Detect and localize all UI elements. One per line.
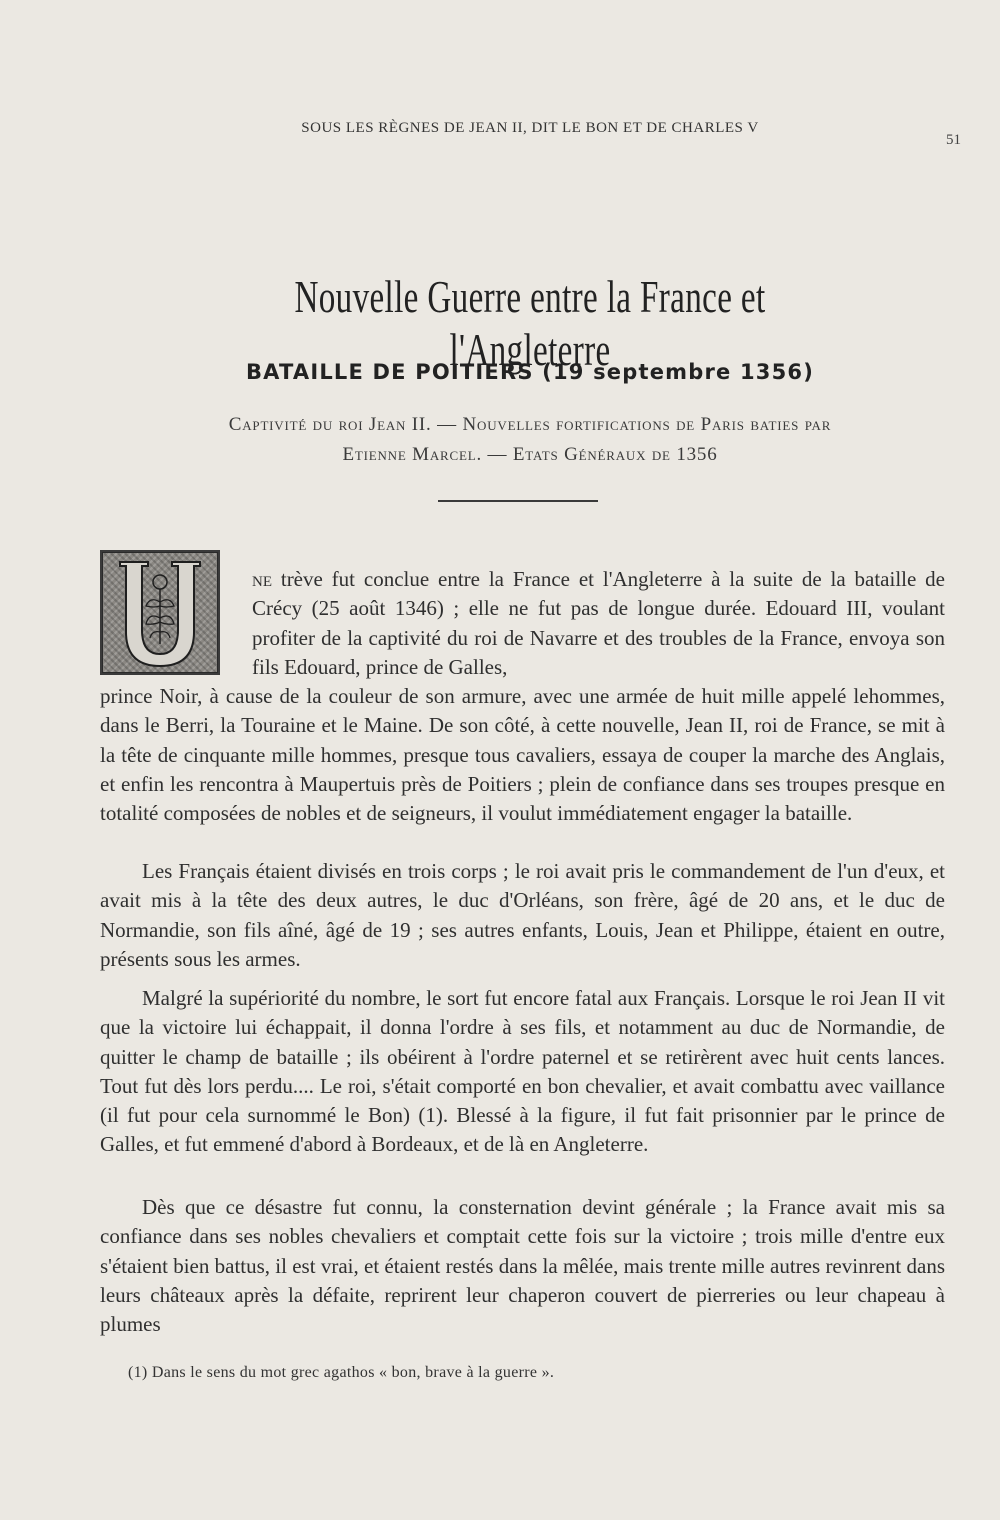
paragraph-1-continued: prince Noir, à cause de la couleur de son armure, avec une armée de huit mille appelé lehommes, dans le Berri, la Touraine et le Maine. De son côté, à cette nouvelle, Jean II, roi de France, se mit à la tête de cinquante mille hommes, presque tous cavaliers, essaya de couper la marche des Anglais, et enfin les rencontra à Maupertuis près de Poitiers ; plein de confiance dans ses troupes presque en totalité composées de nobles et de seigneurs, il voulut immédiatement engager la bataille.: [100, 684, 945, 826]
paragraph-4: Dès que ce désastre fut connu, la consternation devint générale ; la France avait mis sa confiance dans ses nobles chevaliers et comptait cette fois sur la victoire ; trois mille d'entre eux s'étaient bien battus, il est vrai, et étaient restés dans la mêlée, mais trente mille autres revinrent dans leurs châteaux après la défaite, reprirent leur chaperon couvert de pierreries ou leur chapeau à plumes: [100, 1195, 945, 1337]
paragraph-2: Les Français étaient divisés en trois corps ; le roi avait pris le commandement de l'un d'eux, et avait mis à la tête des deux autres, le duc d'Orléans, son frère, âgé de 20 ans, et le duc de Normandie, son fils aîné, âgé de 19 ; ses autres enfants, Louis, Jean et Philippe, étaient en outre, présents sous les armes.: [100, 859, 945, 971]
drop-cap-continuation: ne: [252, 567, 272, 591]
paragraph-1-opening-text: trève fut conclue entre la France et l'Angleterre à la suite de la bataille de Crécy (25 août 1346) ; elle ne fut pas de longue durée. Edouard III, voulant profiter de la captivité du roi de Navarre et des troubles de la France, envoya son fils Edouard, prince de Galles,: [252, 567, 945, 679]
chapter-summary: [140, 410, 920, 470]
drop-cap-graphic: [102, 552, 218, 673]
section-divider: [438, 500, 598, 502]
summary-line-1: Captivité du roi Jean II. — Nouvelles fortifications de Paris baties par: [228, 414, 832, 435]
running-head: SOUS LES RÈGNES DE JEAN II, DIT LE BON ET DE CHARLES V: [301, 120, 759, 136]
page-number: 51: [946, 132, 961, 148]
summary-line-2: Etienne Marcel. — Etats Généraux de 1356: [342, 444, 718, 465]
paragraph-3: Malgré la supériorité du nombre, le sort fut encore fatal aux Français. Lorsque le roi Jean II vit que la victoire lui échappait, il donna l'ordre à ses fils, et notamment au duc de Normandie, de quitter le champ de bataille ; ils obéirent à l'ordre paternel et se retirèrent avec huit cents lances. Tout fut dès lors perdu.... Le roi, s'était comporté en bon chevalier, et avait combattu avec vaillance (il fut pour cela surnommé le Bon) (1). Blessé à la figure, il fut fait prisonnier par le prince de Galles, et fut emmené d'abord à Bordeaux, et de là en Angleterre.: [100, 986, 945, 1157]
chapter-subtitle: BATAILLE DE POITIERS (19 septembre 1356): [245, 360, 815, 384]
footnote: (1) Dans le sens du mot grec agathos « bon, brave à la guerre ».: [128, 1364, 555, 1381]
ornate-initial-icon: [100, 550, 220, 675]
paragraph-1-opening: [252, 565, 945, 682]
chapter-title: Nouvelle Guerre entre la France et l'Angleterre: [294, 271, 766, 375]
